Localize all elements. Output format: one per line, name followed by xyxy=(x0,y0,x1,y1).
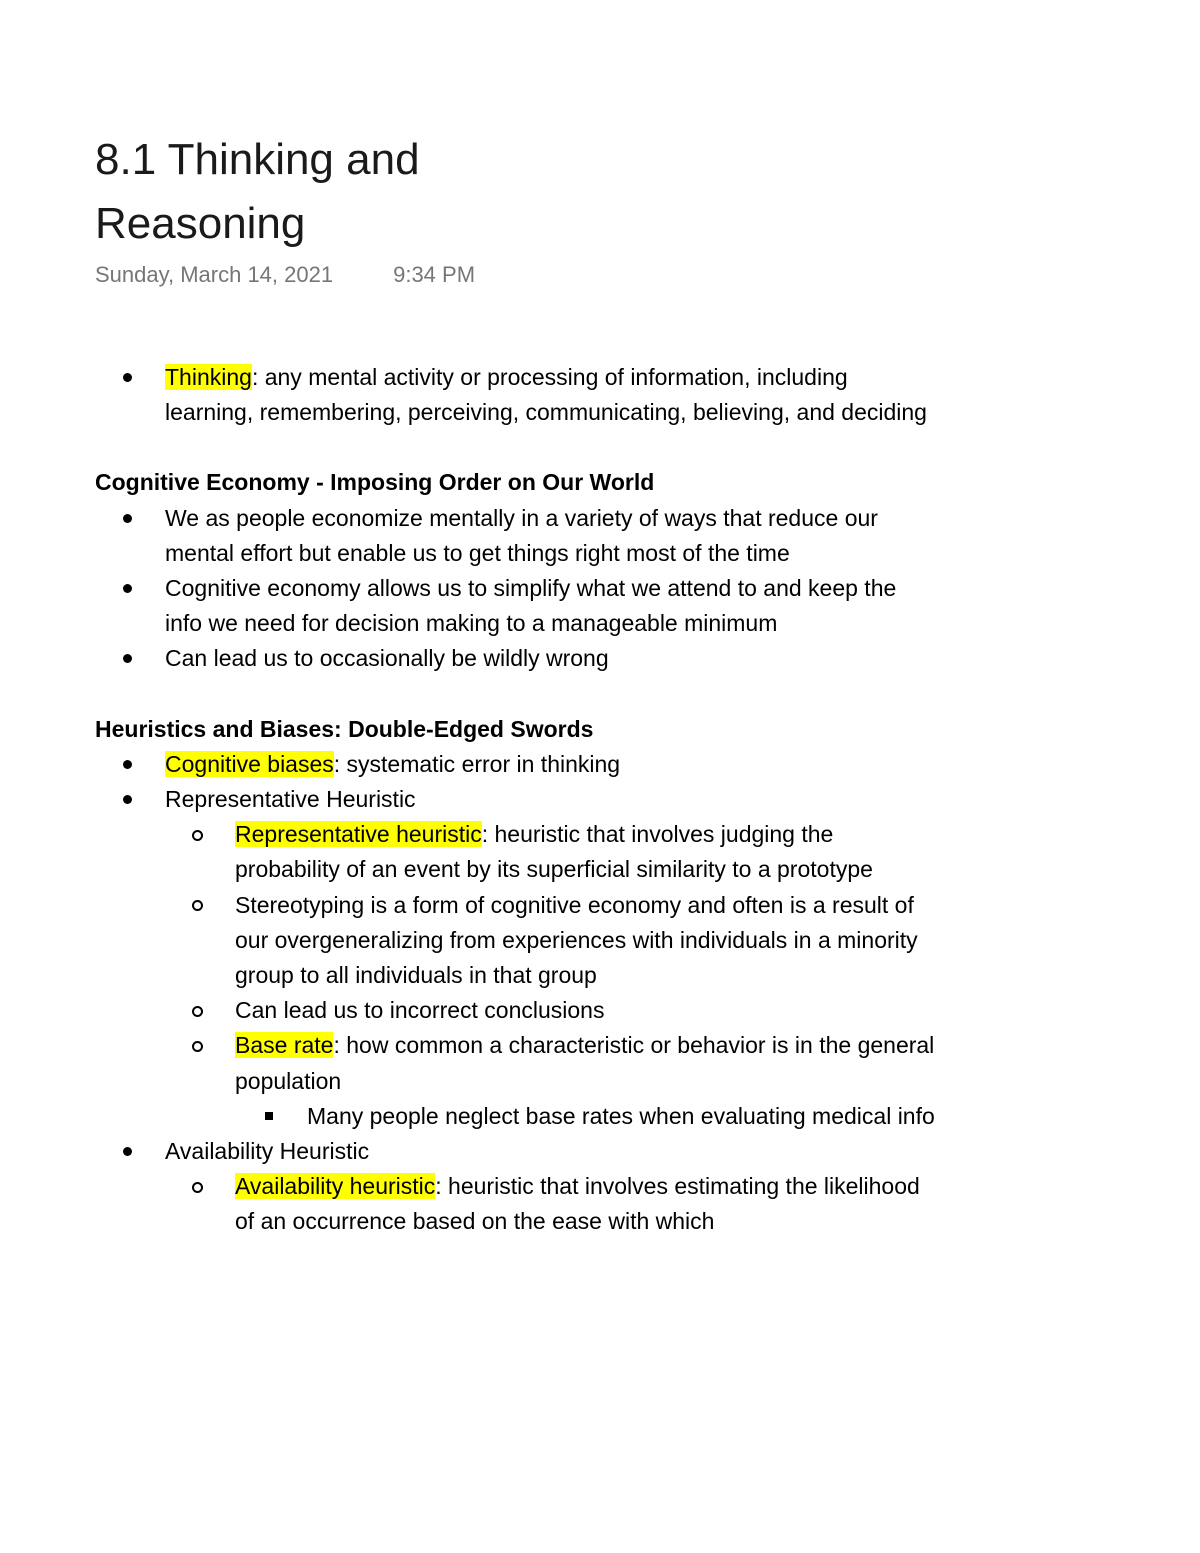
list-item-text: Can lead us to occasionally be wildly wrong xyxy=(165,645,609,672)
list-item-text: Can lead us to incorrect conclusions xyxy=(235,997,605,1024)
bullet-icon xyxy=(117,360,137,395)
list-item xyxy=(95,571,935,641)
list-item-text: Cognitive economy allows us to simplify what we attend to and keep the info we need for decision making to a manageable minimum xyxy=(165,575,897,637)
list-item-thinking xyxy=(95,360,935,430)
definition-text: : any mental activity or processing of information, including learning, remembering, perceiving, communicating, believing, and deciding xyxy=(165,364,927,426)
list-item-text: Many people neglect base rates when evaluating medical info xyxy=(307,1102,935,1129)
list-item-availability-heuristic xyxy=(95,1134,935,1169)
sub-list-item xyxy=(95,1169,935,1239)
circle-bullet-icon xyxy=(187,817,207,852)
bullet-icon xyxy=(117,641,137,676)
highlighted-term: Representative heuristic xyxy=(235,821,482,848)
list-item-text: Availability Heuristic xyxy=(165,1138,370,1165)
page-time: 9:34 PM xyxy=(393,262,476,287)
sub-list-item xyxy=(95,1028,935,1098)
list-item xyxy=(95,501,935,571)
bullet-icon xyxy=(117,782,137,817)
list-item-text: Stereotyping is a form of cognitive economy and often is a result of our overgeneralizing from experiences with individuals in a minority group to all individuals in that group xyxy=(235,891,918,989)
highlighted-term: Base rate xyxy=(235,1032,334,1059)
square-bullet-icon xyxy=(259,1099,279,1134)
sub-sub-list-item xyxy=(95,1099,935,1134)
bullet-icon xyxy=(117,1134,137,1169)
bullet-icon xyxy=(117,571,137,606)
list-item-cognitive-biases xyxy=(95,747,935,782)
list-item-text: Representative Heuristic xyxy=(165,786,416,813)
circle-bullet-icon xyxy=(187,888,207,923)
page-title-line-2: Reasoning xyxy=(95,199,306,248)
note-content xyxy=(95,360,935,1432)
page-timestamp xyxy=(95,262,475,288)
list-item xyxy=(95,641,935,676)
sub-list-item xyxy=(95,993,935,1028)
page-title xyxy=(95,128,795,256)
section-heading-heuristics: Heuristics and Biases: Double-Edged Swords xyxy=(95,715,594,742)
section-heading-cognitive-economy: Cognitive Economy - Imposing Order on Our World xyxy=(95,469,655,496)
highlighted-term: Cognitive biases xyxy=(165,750,334,777)
definition-text: : heuristic that involves judging the probability of an event by its superficial similarity to a prototype xyxy=(235,821,873,883)
definition-text: : heuristic that involves estimating the likelihood of an occurrence based on the ease with which xyxy=(235,1173,920,1235)
list-item-text: We as people economize mentally in a variety of ways that reduce our mental effort but enable us to get things right most of the time xyxy=(165,504,878,566)
circle-bullet-icon xyxy=(187,993,207,1028)
bullet-icon xyxy=(117,747,137,782)
circle-bullet-icon xyxy=(187,1028,207,1063)
definition-text: : systematic error in thinking xyxy=(333,750,621,777)
definition-text: : how common a characteristic or behavior is in the general population xyxy=(235,1032,935,1094)
page-title-line-1: 8.1 Thinking and xyxy=(95,135,420,184)
sub-list-item xyxy=(95,817,935,887)
circle-bullet-icon xyxy=(187,1169,207,1204)
bullet-icon xyxy=(117,501,137,536)
list-item-representative-heuristic xyxy=(95,782,935,817)
highlighted-term: Thinking xyxy=(165,364,252,390)
highlighted-term: Availability heuristic xyxy=(235,1173,436,1200)
page-date: Sunday, March 14, 2021 xyxy=(95,262,334,287)
sub-list-item xyxy=(95,888,935,994)
